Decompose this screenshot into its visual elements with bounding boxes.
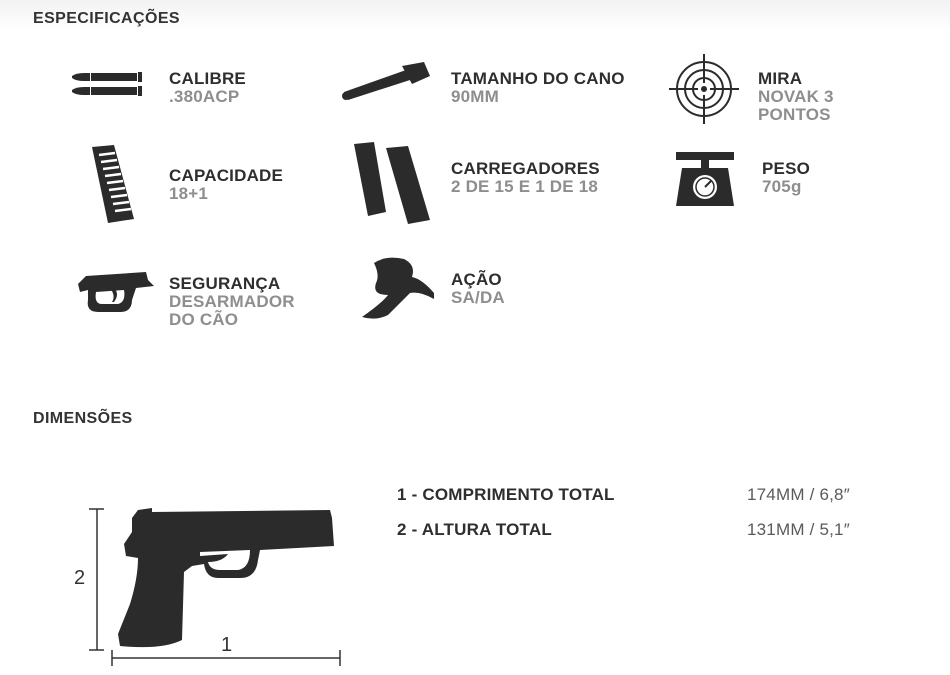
- pistol-silhouette: [118, 508, 334, 647]
- hammer-icon: [358, 255, 436, 321]
- spec-weight: [762, 160, 810, 196]
- dimension-row: [397, 485, 850, 505]
- length-marker: 1: [221, 634, 233, 656]
- spec-value: SA/DA: [451, 288, 505, 307]
- spec-value: NOVAK 3: [758, 87, 834, 106]
- crosshair-icon: [668, 53, 740, 125]
- dimensions-title: DIMENSÕES: [33, 410, 133, 427]
- spec-label: CALIBRE: [169, 69, 246, 88]
- cartridges-icon: [70, 70, 146, 102]
- spec-label: AÇÃO: [451, 270, 502, 289]
- height-dimension-line: [89, 509, 104, 650]
- spec-value: 90MM: [451, 87, 500, 106]
- dimension-value: 174MM / 6,8″: [747, 485, 850, 504]
- spec-value: PONTOS: [758, 105, 831, 124]
- magazine-icon: [88, 143, 140, 225]
- specifications-title: ESPECIFICAÇÕES: [33, 10, 180, 27]
- spec-barrel: [451, 70, 625, 106]
- pistol-dimension-diagram: [80, 500, 350, 670]
- spec-value: DESARMADOR: [169, 292, 295, 311]
- spec-label: MIRA: [758, 69, 803, 88]
- spec-label: TAMANHO DO CANO: [451, 69, 625, 88]
- spec-label: CARREGADORES: [451, 159, 600, 178]
- dimension-label: 1 - COMPRIMENTO TOTAL: [397, 485, 615, 504]
- spec-action: [451, 271, 505, 307]
- spec-safety: [169, 275, 295, 329]
- spec-value: 2 DE 15 E 1 DE 18: [451, 177, 599, 196]
- barrel-icon: [340, 62, 432, 102]
- spec-value: DO CÃO: [169, 310, 239, 329]
- trigger-guard-icon: [76, 270, 156, 318]
- spec-label: SEGURANÇA: [169, 274, 281, 293]
- spec-value: 18+1: [169, 184, 209, 203]
- spec-label: PESO: [762, 159, 811, 178]
- spec-magazines: [451, 160, 600, 196]
- spec-value: .380ACP: [169, 87, 240, 106]
- scale-icon: [674, 150, 736, 208]
- magazines-icon: [350, 140, 434, 224]
- spec-sight: [758, 70, 834, 124]
- height-marker: 2: [74, 567, 86, 589]
- dimension-row: [397, 520, 850, 540]
- spec-capacity: [169, 167, 283, 203]
- dimension-value: 131MM / 5,1″: [747, 520, 850, 539]
- spec-label: CAPACIDADE: [169, 166, 284, 185]
- spec-calibre: [169, 70, 246, 106]
- dimension-label: 2 - ALTURA TOTAL: [397, 520, 552, 539]
- spec-value: 705g: [762, 177, 802, 196]
